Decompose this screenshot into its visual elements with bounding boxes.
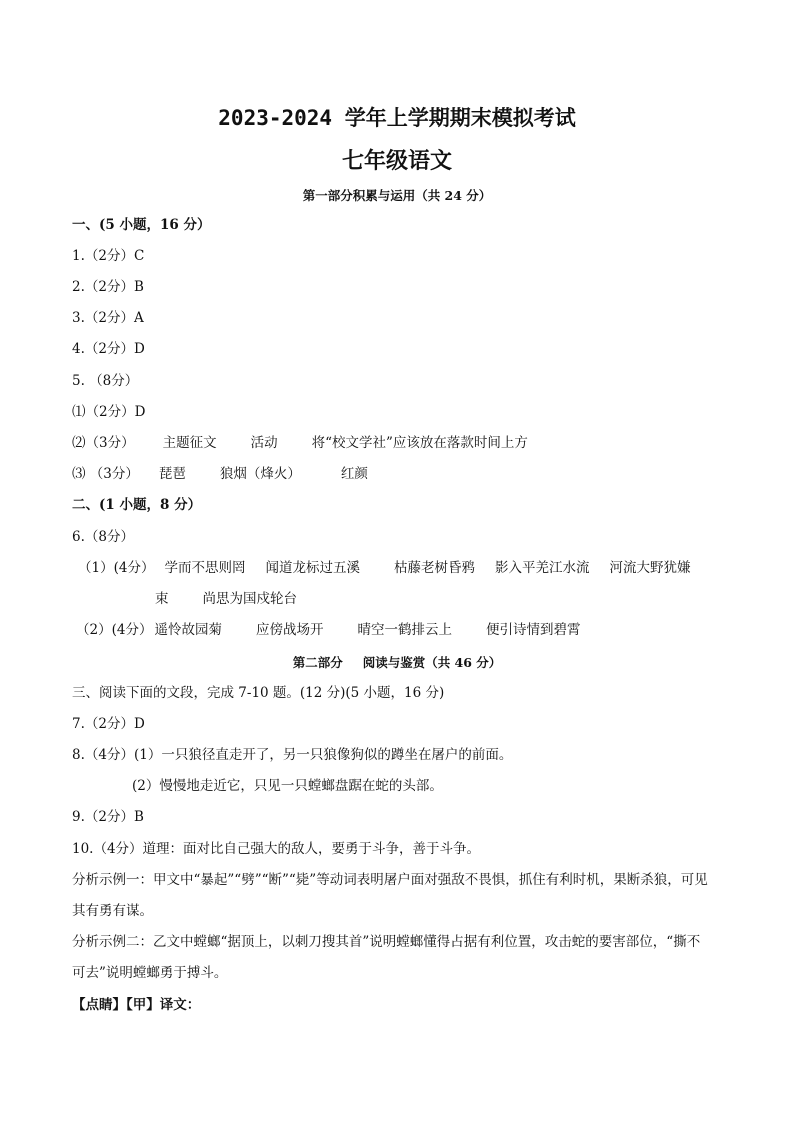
answer-text: 尚思为国戍轮台	[202, 591, 297, 607]
answer-q5-3	[72, 465, 368, 483]
answer-text: 学而不思则罔	[164, 560, 246, 576]
score: ⑶ （3分）	[72, 466, 139, 482]
exam-subtitle: 七年级语文	[341, 149, 452, 174]
answer-q6-1-cont	[155, 590, 297, 608]
answer-text: 应傍战场开	[255, 622, 324, 638]
answer-q1: 1.（2分）C	[72, 248, 145, 264]
answer-q8-2: (2）慢慢地走近它，只见一只螳螂盘踞在蛇的头部。	[132, 778, 443, 794]
answer-q5: 5. （8分）	[72, 373, 139, 389]
answer-text: 便引诗情到碧霄	[485, 622, 581, 638]
answer-q4: 4.（2分）D	[72, 341, 145, 357]
answer-q7: 7.（2分）D	[72, 716, 145, 732]
answer-text: 主题征文	[162, 435, 217, 451]
answer-q9: 9.（2分）B	[72, 809, 144, 825]
score: （2）(4分）	[76, 622, 153, 638]
section1-heading: 一、(5 小题，16 分）	[72, 217, 211, 233]
answer-text: 将“校文学社”应该放在落款时间上方	[311, 435, 528, 451]
answer-q10: 10.（4分）道理：面对比自己强大的敌人，要勇于斗争，善于斗争。	[72, 841, 481, 857]
answer-text: 闻道龙标过五溪	[265, 560, 360, 576]
section3-heading: 三、阅读下面的文段，完成 7-10 题。(12 分)(5 小题，16 分)	[72, 685, 445, 701]
answer-text: 束	[155, 591, 169, 607]
answer-text: 红颜	[340, 466, 368, 482]
analysis-example-2-cont: 可去”说明螳螂勇于搏斗。	[72, 965, 228, 981]
answer-q5-2	[72, 434, 528, 452]
answer-q2: 2.（2分）B	[72, 279, 144, 295]
part2-title: 阅读与鉴赏（共 46 分）	[362, 655, 502, 670]
answer-text: 活动	[250, 435, 278, 451]
answer-text: 晴空一鹤排云上	[357, 622, 452, 638]
answer-text: 河流大野犹嫌	[609, 560, 691, 576]
answer-text: 琵琶	[158, 466, 186, 482]
section2-heading: 二、(1 小题，8 分）	[72, 497, 202, 513]
analysis-example-2: 分析示例二：乙文中螳螂“据顶上，以刺刀搜其首”说明螳螂懂得占据有利位置，攻击蛇的要害部位，“撕不	[72, 934, 701, 950]
part1-heading: 第一部分积累与运用（共 24 分）	[302, 188, 492, 203]
analysis-example-1-cont: 其有勇有谋。	[72, 903, 153, 919]
score: （1）(4分）	[78, 560, 155, 576]
answer-text: 遥怜故园菊	[154, 622, 222, 638]
answer-q8: 8.（4分）(1）一只狼径直走开了，另一只狼像狗似的蹲坐在屠户的前面。	[72, 747, 513, 763]
answer-q6-1	[78, 559, 690, 577]
commentary-heading: 【点睛】【甲】译文：	[72, 997, 201, 1013]
answer-text: 狼烟（烽火）	[219, 466, 301, 482]
exam-title: 2023-2024 学年上学期期末模拟考试	[218, 106, 576, 130]
answer-q3: 3.（2分）A	[72, 310, 144, 326]
answer-text: 枯藤老树昏鸦	[393, 560, 475, 576]
score: ⑵（3分）	[72, 435, 135, 451]
answer-q5-1: ⑴（2分）D	[72, 404, 146, 420]
part2-heading	[0, 653, 794, 671]
answer-q6-2	[76, 621, 580, 639]
analysis-example-1: 分析示例一：甲文中“暴起”“劈”“断”“毙”等动词表明屠户面对强敌不畏惧，抓住有利时机，果断杀狼，可见	[72, 872, 708, 888]
answer-q6: 6.（8分）	[72, 529, 134, 545]
part2-label: 第二部分	[292, 655, 343, 670]
answer-text: 影入平羌江水流	[494, 560, 590, 576]
